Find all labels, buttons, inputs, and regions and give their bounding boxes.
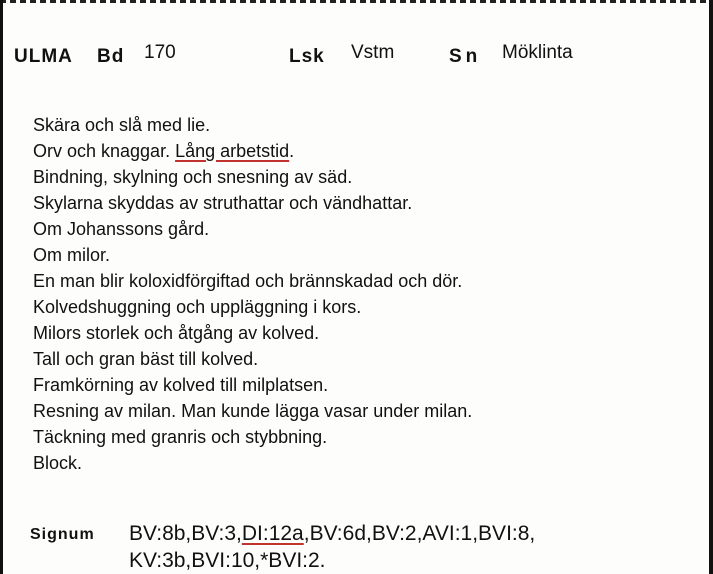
content-line: Resning av milan. Man kunde lägga vasar under milan. xyxy=(33,401,473,421)
content-list xyxy=(33,112,693,476)
signum-row xyxy=(129,520,535,547)
parish-value: Möklinta xyxy=(502,42,573,63)
content-line: Milors storlek och åtgång av kolved. xyxy=(33,323,320,343)
content-line: Om Johanssons gård. xyxy=(33,219,210,239)
content-line: Bindning, skylning och snesning av säd. xyxy=(33,167,353,187)
underlined-text: Lång arbetstid xyxy=(175,141,290,161)
province-value: Vstm xyxy=(351,42,395,63)
archive-label: ULMA xyxy=(14,46,73,67)
underlined-signum-code: DI:12a xyxy=(241,522,304,545)
content-line xyxy=(33,138,693,164)
content-line: Skylarna skyddas av struthattar och vändhattar. xyxy=(33,193,413,213)
signum-label: Signum xyxy=(30,526,95,543)
content-line: Om milor. xyxy=(33,245,111,265)
signum-row: KV:3b,BVI:10,*BVI:2. xyxy=(129,549,326,572)
scan-edge-left xyxy=(0,0,3,574)
scan-edge-top xyxy=(0,0,713,3)
content-text: Orv och knaggar. xyxy=(33,141,176,161)
scan-edge-right xyxy=(709,0,713,574)
province-label: Lsk xyxy=(289,46,325,67)
content-line: Tall och gran bäst till kolved. xyxy=(33,349,259,369)
content-line: Framkörning av kolved till milplatsen. xyxy=(33,375,329,395)
content-line: Block. xyxy=(33,453,83,473)
content-line: En man blir koloxidförgiftad och brännskadad och dör. xyxy=(33,271,463,291)
volume-label: Bd xyxy=(97,46,125,67)
signum-code-text: ,BV:6d,BV:2,AVI:1,BVI:8, xyxy=(303,522,536,545)
content-line: Kolvedshuggning och uppläggning i kors. xyxy=(33,297,362,317)
signum-code-text: BV:8b,BV:3, xyxy=(129,522,242,545)
parish-label: Sn xyxy=(449,46,482,67)
content-line: Skära och slå med lie. xyxy=(33,115,211,135)
card-header xyxy=(0,40,713,72)
signum-codes xyxy=(129,520,535,574)
content-text: . xyxy=(289,141,295,161)
content-line: Täckning med granris och stybbning. xyxy=(33,427,328,447)
volume-value: 170 xyxy=(144,42,176,63)
